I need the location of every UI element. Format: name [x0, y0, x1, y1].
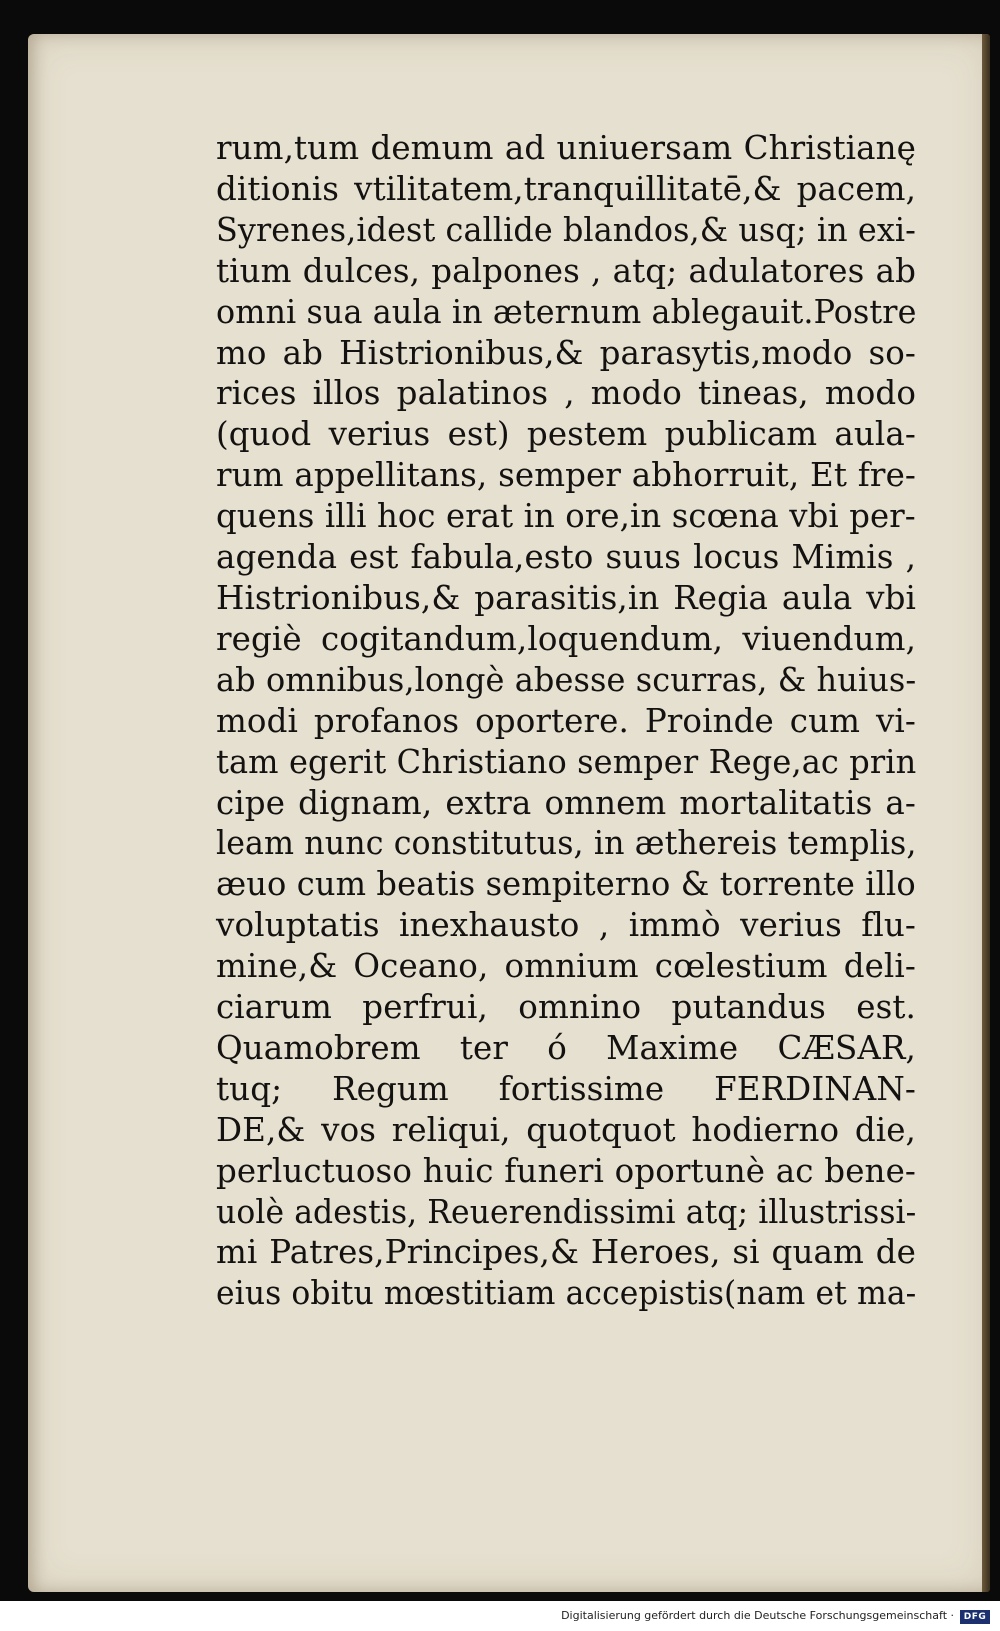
text-line: tuq; Regum fortissime FERDINAN- — [216, 1069, 916, 1108]
text-line: rices illos palatinos , modo tineas, modo — [216, 374, 916, 413]
text-line: rum appellitans, semper abhorruit, Et fre- — [216, 456, 916, 495]
text-line: cipe dignam, extra omnem mortalitatis a- — [216, 783, 916, 822]
text-line: regiè cogitandum,loquendum, viuendum, — [216, 619, 916, 658]
text-line: tam egerit Christiano semper Rege,ac prin — [216, 742, 917, 781]
text-line: Syrenes,idest callide blandos,& usq; in exi- — [216, 210, 917, 249]
text-line: Histrionibus,& parasitis,in Regia aula vbi — [216, 578, 916, 617]
text-line: ab omnibus,longè abesse scurras, & huius- — [216, 660, 917, 699]
text-line: modi profanos oportere. Proinde cum vi- — [216, 701, 916, 740]
text-line: quens illi hoc erat in ore,in scœna vbi per- — [216, 497, 916, 536]
text-line: mi Patres,Principes,& Heroes, si quam de — [216, 1233, 916, 1272]
footer-credit: Digitalisierung gefördert durch die Deutsche Forschungsgemeinschaft · — [561, 1609, 954, 1622]
page-edge — [982, 34, 990, 1592]
text-line: eius obitu mœstitiam accepistis(nam et ma- — [216, 1274, 917, 1313]
body-text — [216, 128, 916, 1314]
text-line: (quod verius est) pestem publicam aula- — [216, 415, 916, 454]
text-line: omni sua aula in æternum ablegauit.Postre — [216, 292, 917, 331]
text-line: æuo cum beatis sempiterno & torrente illo — [216, 865, 916, 904]
text-line: rum,tum demum ad uniuersam Christianę — [216, 129, 916, 167]
dfg-logo: DFG — [960, 1610, 990, 1624]
text-line: mine,& Oceano, omnium cœlestium deli- — [216, 947, 916, 986]
text-line: voluptatis inexhausto , immò verius flu- — [216, 906, 916, 945]
text-line: tium dulces, palpones , atq; adulatores ab — [216, 251, 916, 290]
text-line: DE,& vos reliqui, quotquot hodierno die, — [216, 1110, 916, 1149]
text-line: leam nunc constitutus, in æthereis templis, — [216, 824, 917, 863]
text-line: uolè adestis, Reuerendissimi atq; illustrissi- — [216, 1192, 917, 1231]
text-line: agenda est fabula,esto suus locus Mimis , — [216, 538, 916, 577]
footer-bar — [0, 1601, 1000, 1631]
text-line: perluctuoso huic funeri oportunè ac bene- — [216, 1151, 916, 1190]
text-line: ditionis vtilitatem,tranquillitatē,& pacem, — [216, 169, 916, 208]
text-line: Quamobrem ter ó Maxime CÆSAR, — [216, 1028, 916, 1067]
text-line: mo ab Histrionibus,& parasytis,modo so- — [216, 333, 916, 372]
text-line: ciarum perfrui, omnino putandus est. — [216, 988, 916, 1027]
